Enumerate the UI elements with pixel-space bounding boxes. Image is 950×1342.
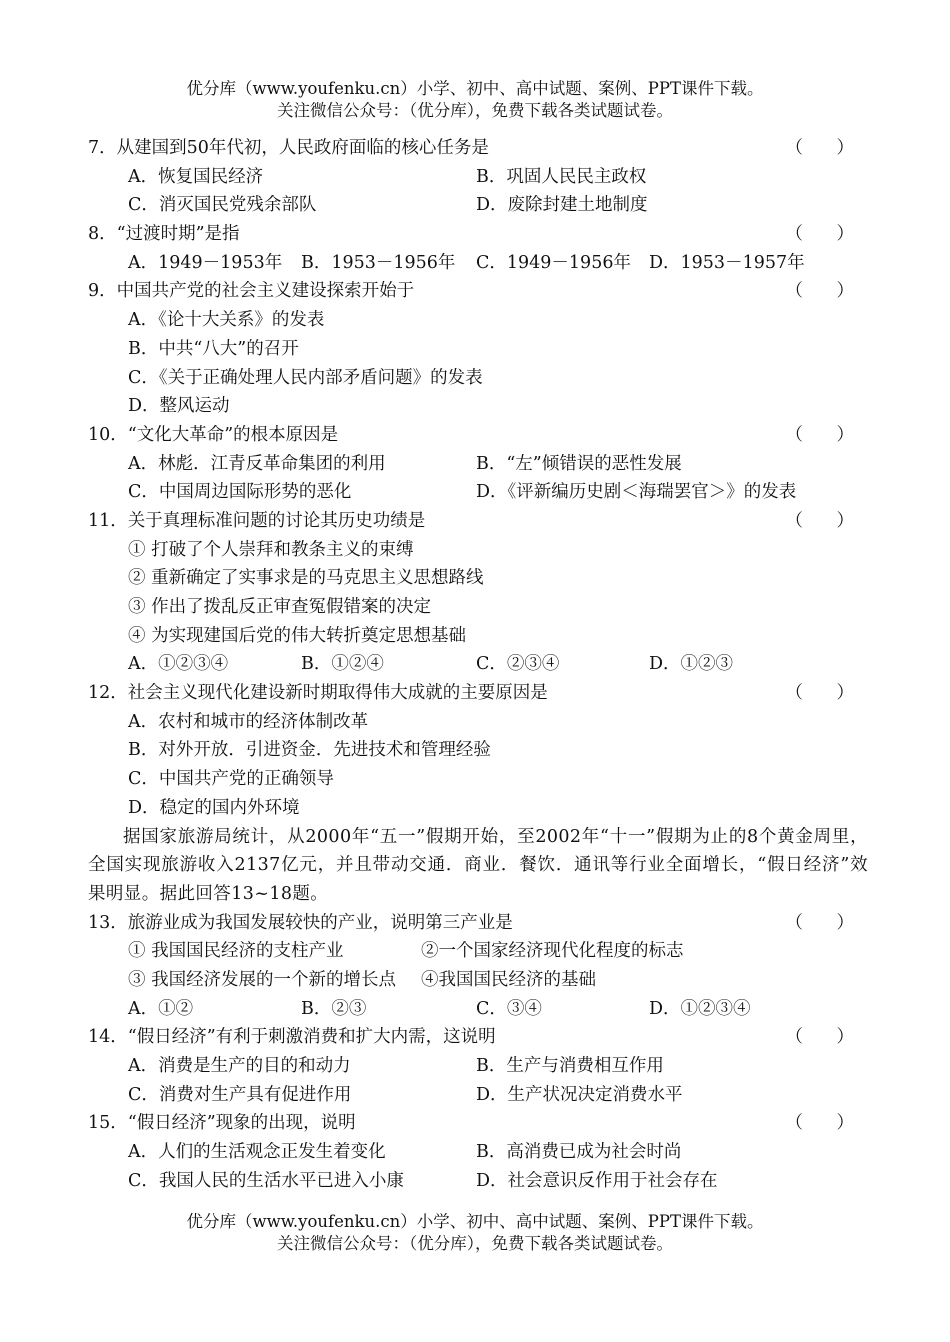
question-13-statements-row-2 — [88, 966, 868, 995]
option-a: A．1949－1953年 — [128, 252, 283, 273]
question-10 — [88, 421, 868, 450]
statement-3: ③ 我国经济发展的一个新的增长点 — [128, 969, 397, 990]
question-8-options — [88, 249, 868, 278]
question-11-statement-1-row — [88, 536, 868, 565]
reading-passage: 据国家旅游局统计，从2000年“五一”假期开始，至2002年“十一”假期为止的8个黄金周里，全国实现旅游收入2137亿元，并且带动交通．商业．餐饮．通讯等行业全面增长，“假日经济”效果明显。据此回答13~18题。 — [88, 826, 868, 904]
option-c: C．中国周边国际形势的恶化 — [128, 482, 352, 503]
question-9-option-b-row — [88, 335, 868, 364]
option-b: B．生产与消费相互作用 — [476, 1056, 664, 1077]
question-10-options-row-1 — [88, 450, 868, 479]
statement-4: ④ 为实现建国后党的伟大转折奠定思想基础 — [128, 625, 467, 646]
option-c: C．1949－1956年 — [476, 252, 631, 273]
question-11-options — [88, 650, 868, 679]
option-d: D．稳定的国内外环境 — [128, 797, 300, 818]
answer-blank: （ ） — [785, 281, 868, 302]
question-9 — [88, 277, 868, 306]
question-13 — [88, 909, 868, 938]
option-c: C．②③④ — [476, 654, 560, 675]
option-a: A．消费是生产的目的和动力 — [128, 1056, 351, 1077]
question-12-option-d-row — [88, 794, 868, 823]
question-8-stem: 8．“过渡时期”是指 — [88, 224, 240, 245]
option-a: A．①② — [128, 998, 194, 1019]
question-7-options-row-2 — [88, 191, 868, 220]
statement-3: ③ 作出了拨乱反正审查冤假错案的决定 — [128, 597, 432, 617]
question-7-options-row-1 — [88, 163, 868, 192]
option-a: A．林彪．江青反革命集团的利用 — [128, 453, 386, 474]
question-15-options-row-2 — [88, 1167, 868, 1196]
question-9-stem: 9．中国共产党的社会主义建设探索开始于 — [88, 281, 415, 302]
option-d: D．《评新编历史剧＜海瑞罢官＞》的发表 — [476, 482, 797, 503]
statement-2: ②一个国家经济现代化程度的标志 — [421, 941, 684, 962]
statement-1: ① 我国国民经济的支柱产业 — [128, 941, 344, 962]
option-d: D．①②③④ — [649, 998, 751, 1019]
question-14-options-row-1 — [88, 1052, 868, 1081]
option-a: A．《论十大关系》的发表 — [128, 310, 325, 331]
question-13-options — [88, 995, 868, 1024]
question-11-statement-2-row — [88, 564, 868, 593]
question-14-options-row-2 — [88, 1081, 868, 1110]
option-b: B．①②④ — [301, 654, 384, 675]
question-15-stem: 15．“假日经济”现象的出现，说明 — [88, 1113, 356, 1134]
question-10-options-row-2 — [88, 478, 868, 507]
option-b: B．“左”倾错误的恶性发展 — [476, 453, 682, 474]
question-10-stem: 10．“文化大革命”的根本原因是 — [88, 424, 339, 445]
option-d: D．①②③ — [649, 654, 734, 675]
question-12-option-b-row — [88, 736, 868, 765]
answer-blank: （ ） — [785, 1027, 868, 1048]
statement-1: ① 打破了个人崇拜和教条主义的束缚 — [128, 539, 414, 560]
option-a: A．①②③④ — [128, 654, 229, 675]
question-12-option-a-row — [88, 708, 868, 737]
option-d: D．社会意识反作用于社会存在 — [476, 1170, 718, 1191]
question-list — [88, 134, 868, 1195]
question-11-statement-4-row — [88, 622, 868, 651]
option-c: C．消费对生产具有促进作用 — [128, 1084, 352, 1105]
option-d: D．1953－1957年 — [649, 252, 805, 273]
option-b: B．对外开放．引进资金．先进技术和管理经验 — [128, 740, 491, 761]
option-b: B．高消费已成为社会时尚 — [476, 1142, 682, 1163]
banner-line-2: 关注微信公众号：（优分库），免费下载各类试题试卷。 — [277, 101, 673, 120]
question-11-statement-3-row — [88, 593, 868, 622]
question-14-stem: 14．“假日经济”有利于刺激消费和扩大内需，这说明 — [88, 1027, 496, 1048]
option-b: B．1953－1956年 — [301, 252, 456, 273]
statement-2: ② 重新确定了实事求是的马克思主义思想路线 — [128, 568, 484, 589]
answer-blank: （ ） — [785, 1113, 868, 1134]
question-13-statements-row-1 — [88, 937, 868, 966]
answer-blank: （ ） — [785, 424, 868, 445]
question-12-stem: 12．社会主义现代化建设新时期取得伟大成就的主要原因是 — [88, 683, 548, 704]
question-8 — [88, 220, 868, 249]
answer-blank: （ ） — [785, 683, 868, 704]
question-15 — [88, 1109, 868, 1138]
question-9-option-d-row — [88, 392, 868, 421]
question-7 — [88, 134, 868, 163]
bottom-banner — [0, 1211, 950, 1255]
question-15-options-row-1 — [88, 1138, 868, 1167]
option-a: A．恢复国民经济 — [128, 166, 264, 187]
question-12 — [88, 679, 868, 708]
banner-line-1: 优分库（www.youfenku.cn）小学、初中、高中试题、案例、PPT课件下载。 — [186, 79, 764, 98]
option-d: D．生产状况决定消费水平 — [476, 1084, 683, 1105]
question-9-option-a-row — [88, 306, 868, 335]
option-c: C．③④ — [476, 998, 542, 1019]
answer-blank: （ ） — [785, 224, 868, 245]
top-banner — [0, 78, 950, 122]
answer-blank: （ ） — [785, 138, 868, 158]
banner-line-2: 关注微信公众号：（优分库），免费下载各类试题试卷。 — [277, 1234, 673, 1253]
option-c: C．中国共产党的正确领导 — [128, 769, 334, 790]
question-14 — [88, 1023, 868, 1052]
answer-blank: （ ） — [785, 912, 868, 933]
answer-blank: （ ） — [785, 510, 868, 531]
question-11 — [88, 507, 868, 536]
question-7-stem: 7．从建国到50年代初，人民政府面临的核心任务是 — [88, 138, 489, 158]
question-11-stem: 11．关于真理标准问题的讨论其历史功绩是 — [88, 510, 426, 531]
statement-4: ④我国国民经济的基础 — [421, 969, 596, 990]
banner-line-1: 优分库（www.youfenku.cn）小学、初中、高中试题、案例、PPT课件下载。 — [186, 1212, 764, 1231]
option-b: B．巩固人民民主政权 — [476, 166, 647, 187]
option-d: D．整风运动 — [128, 396, 230, 417]
question-13-stem: 13．旅游业成为我国发展较快的产业，说明第三产业是 — [88, 912, 513, 933]
option-a: A．农村和城市的经济体制改革 — [128, 711, 369, 732]
option-d: D．废除封建土地制度 — [476, 195, 648, 216]
question-12-option-c-row — [88, 765, 868, 794]
option-a: A．人们的生活观念正发生着变化 — [128, 1142, 386, 1163]
option-b: B．②③ — [301, 998, 367, 1019]
option-c: C．消灭国民党残余部队 — [128, 195, 317, 216]
option-b: B．中共“八大”的召开 — [128, 338, 299, 359]
option-c: C．我国人民的生活水平已进入小康 — [128, 1170, 404, 1191]
question-9-option-c-row — [88, 364, 868, 393]
option-c: C．《关于正确处理人民内部矛盾问题》的发表 — [128, 367, 483, 388]
